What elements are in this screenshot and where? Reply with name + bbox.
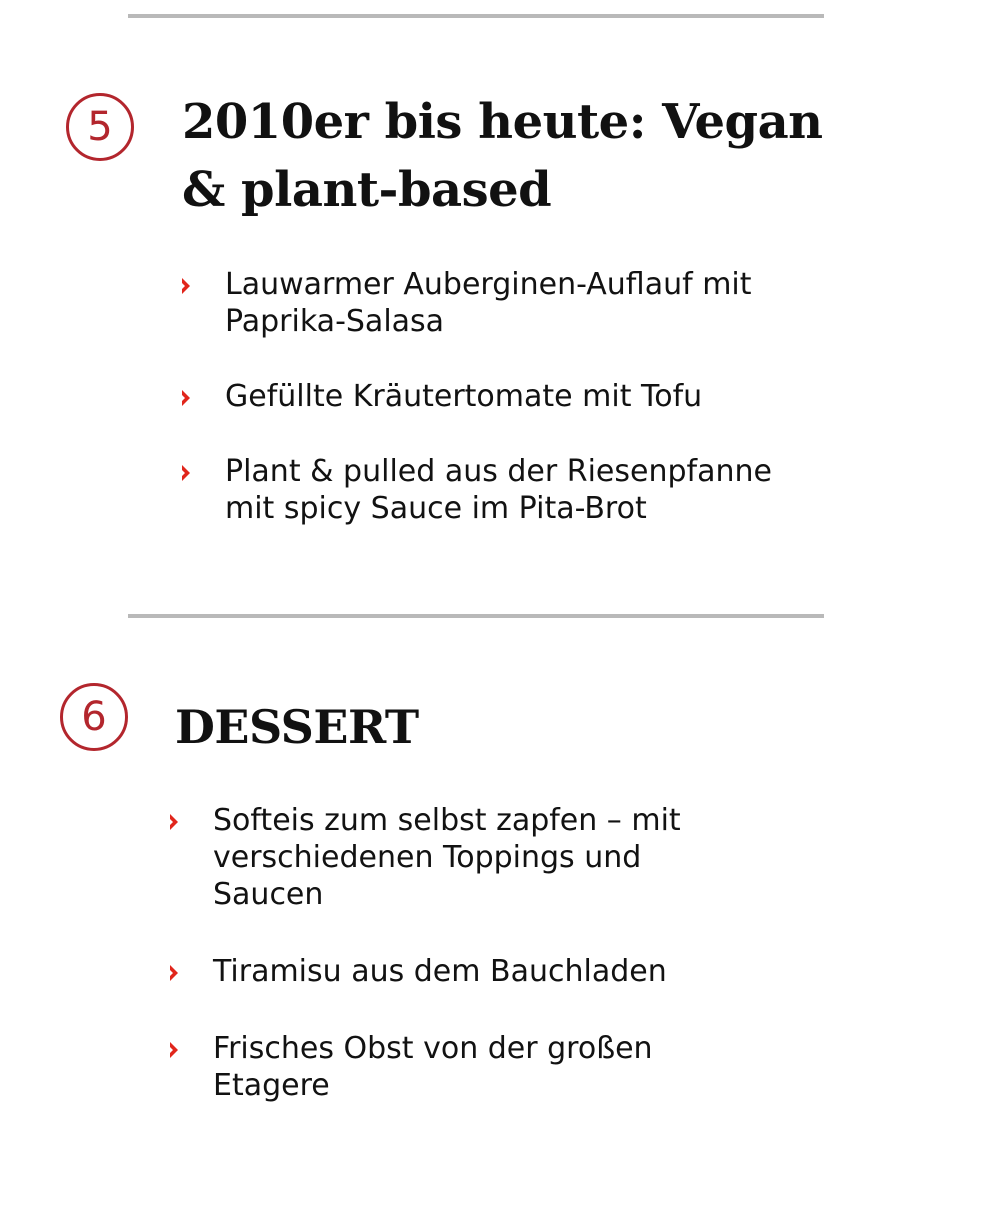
chevron-right-icon	[180, 389, 192, 407]
section-title	[182, 88, 842, 224]
menu-item	[180, 453, 860, 527]
section-title-line: 2010er bis heute: Vegan	[182, 94, 823, 150]
menu-list	[180, 266, 860, 527]
menu-item-text: Paprika-Salasa	[225, 304, 445, 339]
menu-item-text: Saucen	[213, 877, 324, 912]
section-title-line: & plant-based	[182, 162, 552, 218]
chevron-right-icon	[168, 1041, 180, 1059]
menu-item	[180, 378, 860, 415]
menu-item-text: verschiedenen Toppings und	[213, 840, 642, 875]
menu-item	[168, 802, 768, 913]
menu-item-text: Softeis zum selbst zapfen – mit	[213, 803, 681, 838]
menu-item	[168, 1030, 768, 1104]
section-number-badge: 6	[60, 683, 128, 751]
menu-item	[168, 953, 768, 990]
menu-item-text: Frisches Obst von der großen	[213, 1031, 653, 1066]
menu-item-text: Lauwarmer Auberginen-Auflauf mit	[225, 267, 752, 302]
menu-list	[168, 802, 768, 1104]
menu-item-text: Etagere	[213, 1068, 330, 1103]
chevron-right-icon	[168, 964, 180, 982]
section-title: DESSERT	[175, 700, 419, 754]
menu-item-text: Gefüllte Kräutertomate mit Tofu	[225, 379, 703, 414]
section-divider-top	[128, 14, 824, 18]
section-divider	[128, 614, 824, 618]
chevron-right-icon	[180, 277, 192, 295]
menu-item	[180, 266, 860, 340]
menu-item-text: Plant & pulled aus der Riesenpfanne	[225, 454, 772, 489]
chevron-right-icon	[168, 813, 180, 831]
menu-item-text: Tiramisu aus dem Bauchladen	[213, 954, 667, 989]
section-number-badge: 5	[66, 93, 134, 161]
menu-item-text: mit spicy Sauce im Pita-Brot	[225, 491, 647, 526]
chevron-right-icon	[180, 464, 192, 482]
